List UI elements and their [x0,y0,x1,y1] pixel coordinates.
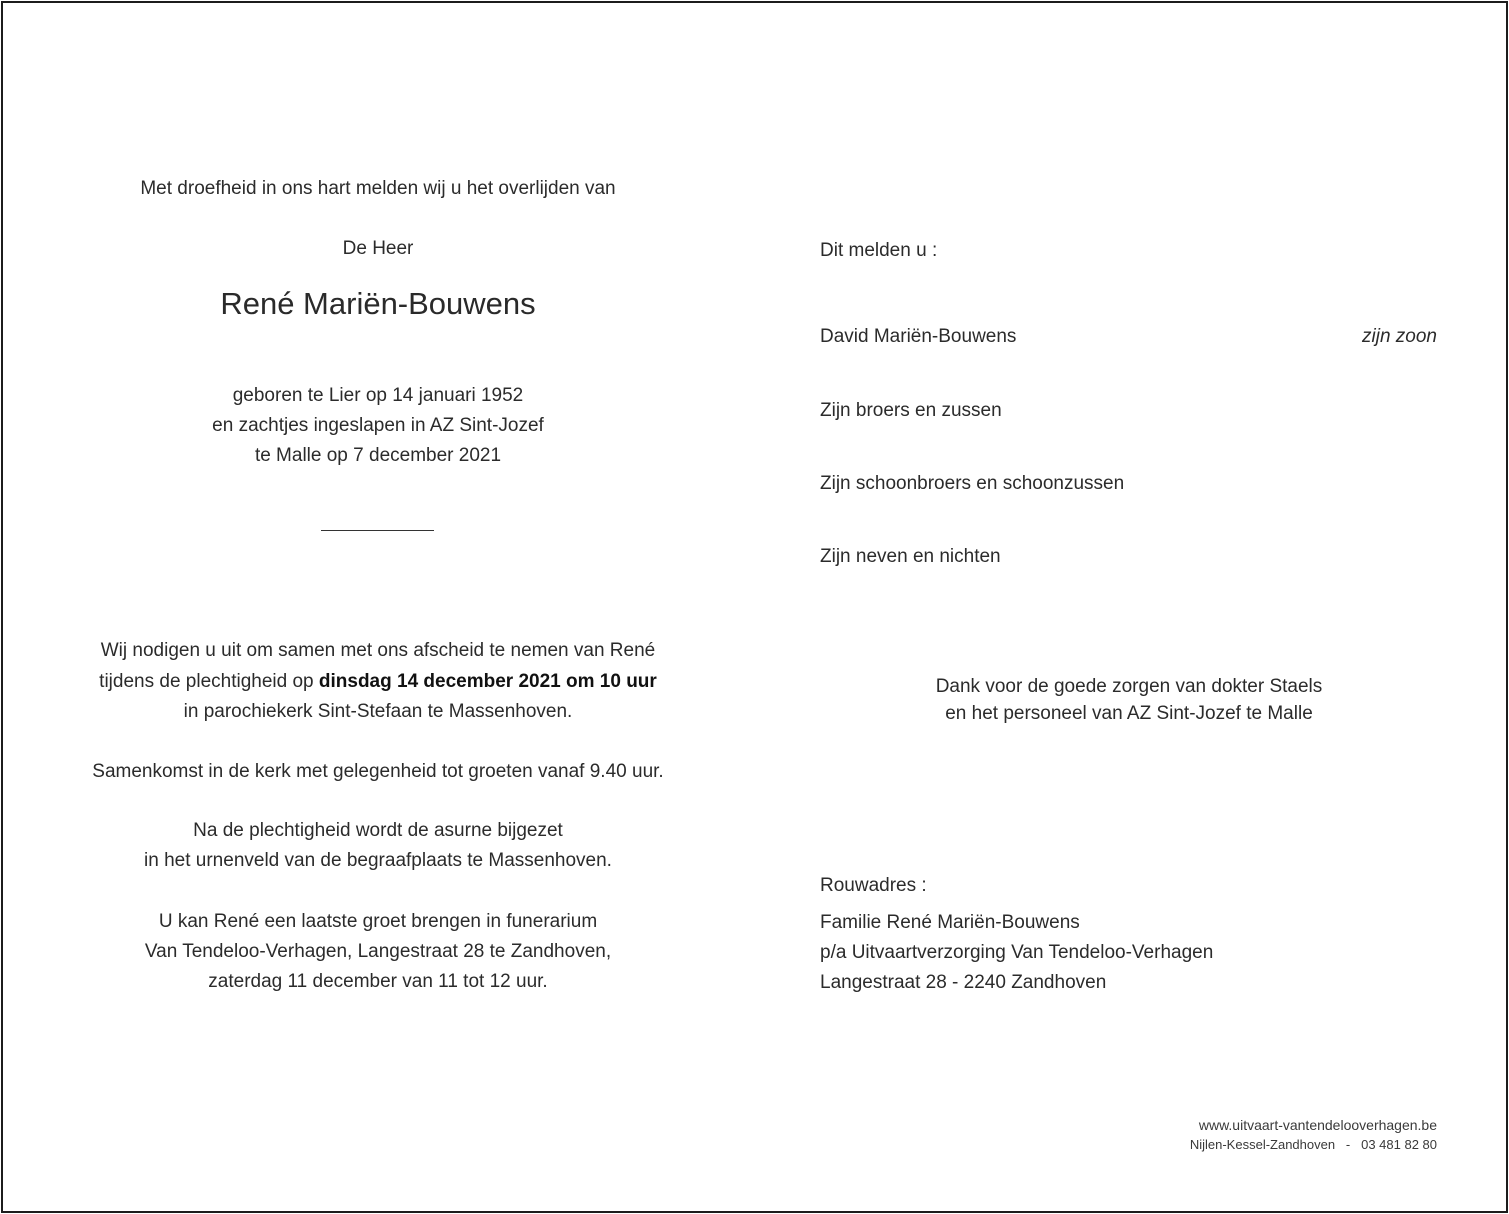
death-place-line: te Malle op 7 december 2021 [254,445,502,466]
son-relation: zijn zoon [1362,326,1437,347]
address-care: p/a Uitvaartverzorging Van Tendeloo-Verhagen [820,942,1214,963]
son-name: David Mariën-Bouwens [820,326,1017,347]
relatives-in-laws: Zijn schoonbroers en schoonzussen [820,473,1125,494]
visit-line-2: Van Tendeloo-Verhagen, Langestraat 28 te Zandhoven, [144,941,612,962]
birth-line: geboren te Lier op 14 januari 1952 [232,385,524,406]
announce-label: Dit melden u : [820,240,938,261]
relatives-siblings: Zijn broers en zussen [820,400,1002,421]
urn-line-2: in het urnenveld van de begraafplaats te Massenhoven. [144,850,612,871]
address-family: Familie René Mariën-Bouwens [820,912,1080,933]
relatives-cousins: Zijn neven en nichten [820,546,1001,567]
address-label: Rouwadres : [820,875,927,896]
gathering-text: Samenkomst in de kerk met gelegenheid tot groeten vanaf 9.40 uur. [92,761,664,782]
urn-line-1: Na de plechtigheid wordt de asurne bijgezet [193,820,563,841]
funeral-home-contact: Nijlen-Kessel-Zandhoven - 03 481 82 80 [1189,1137,1437,1152]
invite-line-2 [40,667,716,697]
address-street: Langestraat 28 - 2240 Zandhoven [820,972,1107,993]
death-line: en zachtjes ingeslapen in AZ Sint-Jozef [212,415,544,436]
intro-text: Met droefheid in ons hart melden wij u het overlijden van [140,178,616,199]
funeral-home-website: www.uitvaart-vantendelooverhagen.be [1198,1117,1437,1133]
honorific: De Heer [342,238,414,259]
section-divider [321,530,434,531]
thanks-line-1: Dank voor de goede zorgen van dokter Staels [935,676,1323,697]
deceased-name: René Mariën-Bouwens [220,286,536,321]
invite-prefix: tijdens de plechtigheid op [99,671,319,692]
visit-line-1: U kan René een laatste groet brengen in funerarium [158,911,598,932]
invite-line-1: Wij nodigen u uit om samen met ons afscheid te nemen van René [100,640,656,661]
thanks-line-2: en het personeel van AZ Sint-Jozef te Malle [945,703,1313,724]
visit-line-3: zaterdag 11 december van 11 tot 12 uur. [208,971,548,992]
ceremony-datetime: dinsdag 14 december 2021 om 10 uur [318,671,657,692]
invite-line-3: in parochiekerk Sint-Stefaan te Massenhoven. [183,701,573,722]
